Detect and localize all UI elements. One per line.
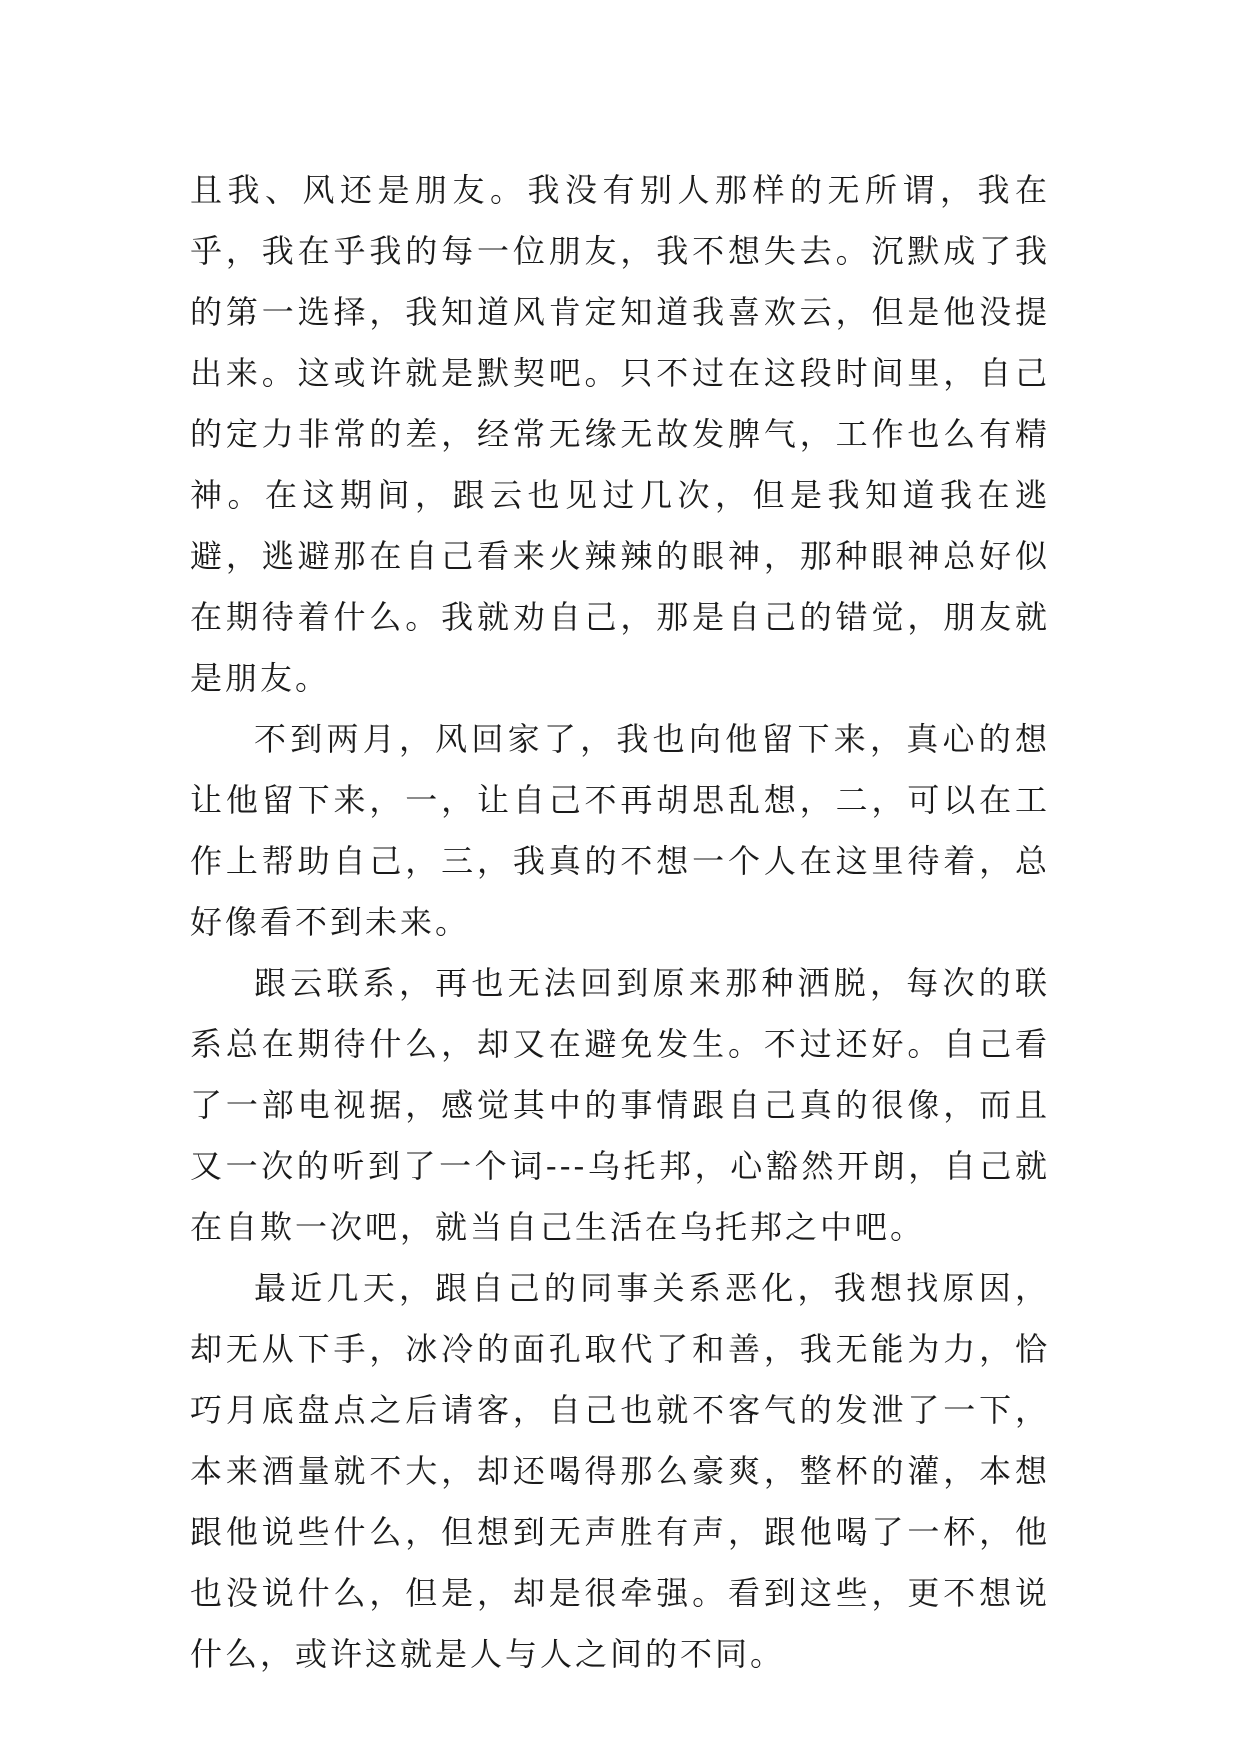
document-body — [190, 160, 1050, 1685]
paragraph-2: 不到两月，风回家了，我也向他留下来，真心的想让他留下来，一，让自己不再胡思乱想，二，可以在工作上帮助自己，三，我真的不想一个人在这里待着，总好像看不到未来。 — [190, 720, 1050, 941]
paragraph-3: 跟云联系，再也无法回到原来那种洒脱，每次的联系总在期待什么，却又在避免发生。不过还好。自己看了一部电视据，感觉其中的事情跟自己真的很像，而且又一次的听到了一个词---乌托邦，心豁然开朗，自己就在自欺一次吧，就当自己生活在乌托邦之中吧。 — [190, 964, 1050, 1246]
paragraph-1: 且我、风还是朋友。我没有别人那样的无所谓，我在乎，我在乎我的每一位朋友，我不想失去。沉默成了我的第一选择，我知道风肯定知道我喜欢云，但是他没提出来。这或许就是默契吧。只不过在这段时间里，自己的定力非常的差，经常无缘无故发脾气，工作也么有精神。在这期间，跟云也见过几次，但是我知道我在逃避，逃避那在自己看来火辣辣的眼神，那种眼神总好似在期待着什么。我就劝自己，那是自己的错觉，朋友就是朋友。 — [190, 171, 1050, 697]
paragraph-4: 最近几天，跟自己的同事关系恶化，我想找原因，却无从下手，冰冷的面孔取代了和善，我无能为力，恰巧月底盘点之后请客，自己也就不客气的发泄了一下，本来酒量就不大，却还喝得那么豪爽，整杯的灌，本想跟他说些什么，但想到无声胜有声，跟他喝了一杯，他也没说什么，但是，却是很牵强。看到这些，更不想说什么，或许这就是人与人之间的不同。 — [190, 1269, 1050, 1673]
